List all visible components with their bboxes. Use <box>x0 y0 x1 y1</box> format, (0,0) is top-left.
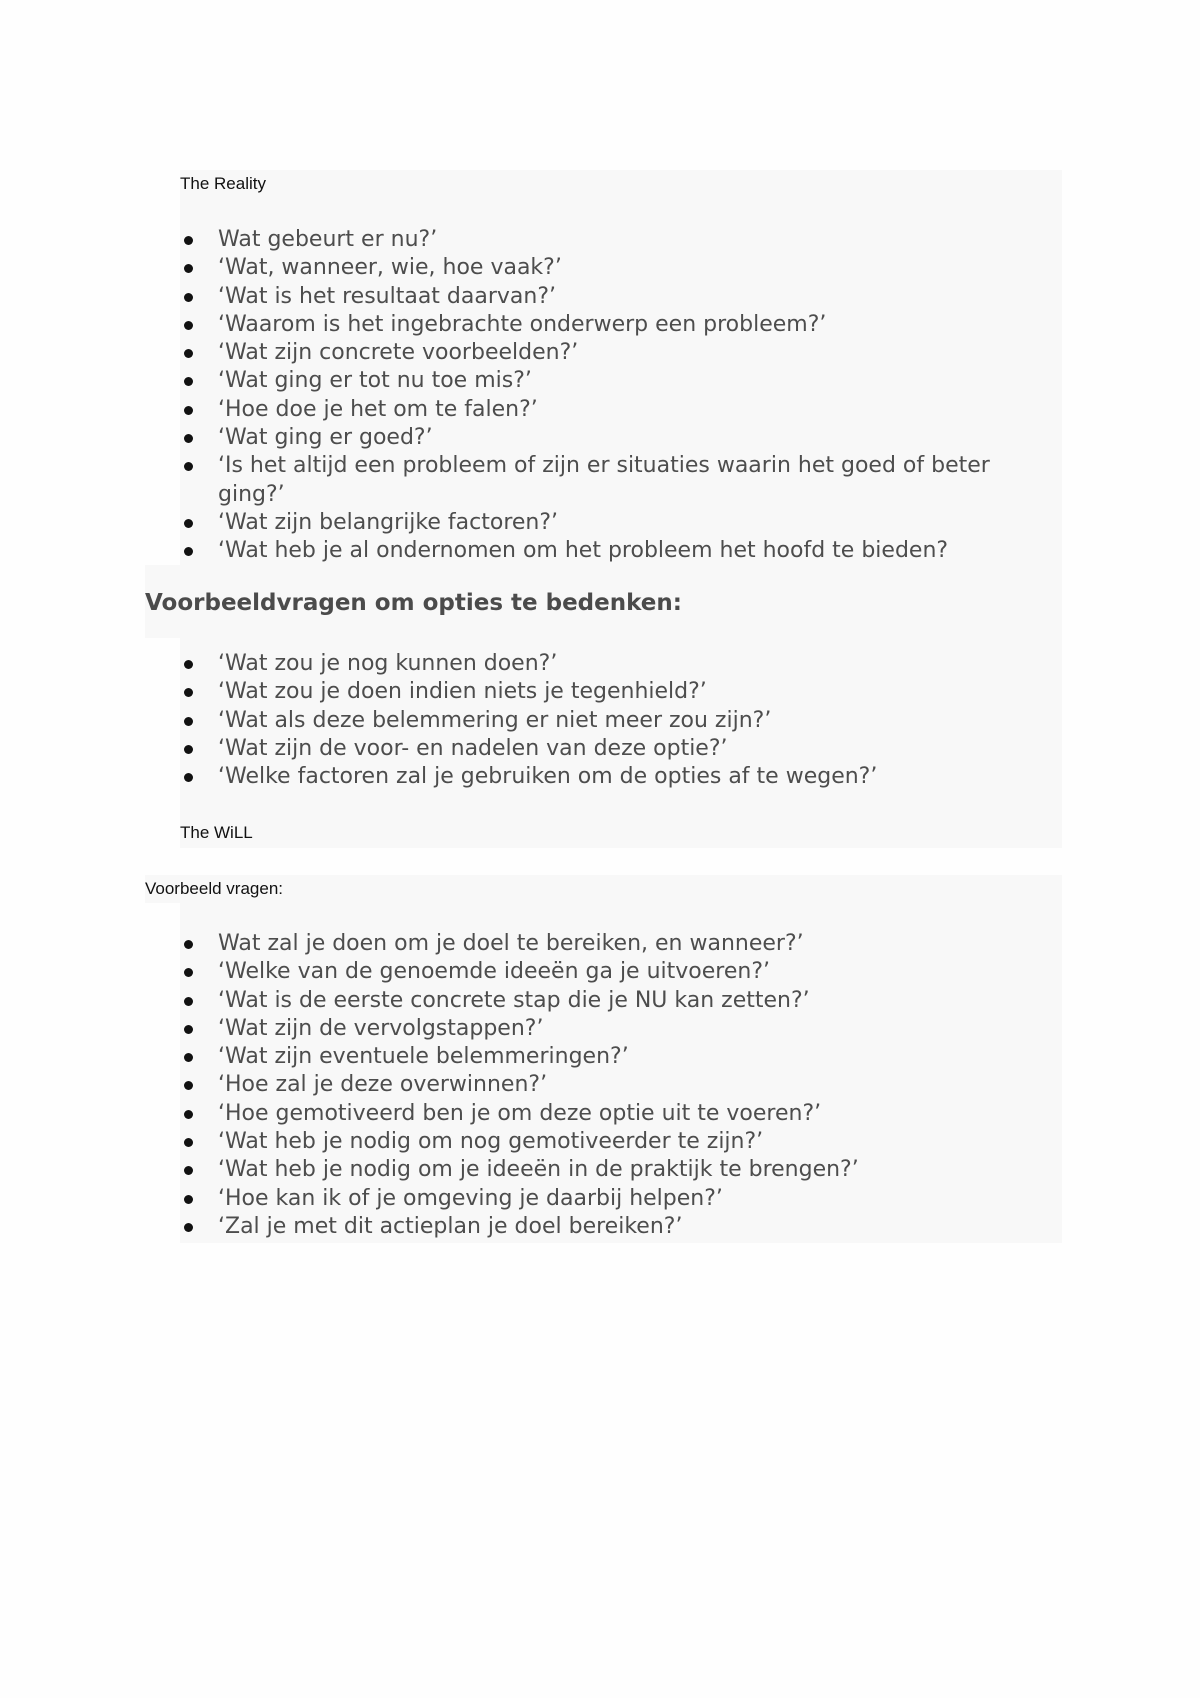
bullet-icon <box>184 1110 193 1119</box>
list-item <box>180 763 1060 791</box>
list-item-text: ‘Wat zou je nog kunnen doen?’ <box>218 651 558 676</box>
list-item <box>180 1071 1060 1099</box>
list-item-text: ‘Wat heb je al ondernomen om het probleem het hoofd te bieden? <box>218 538 949 564</box>
list-item-text: ‘Wat ging er tot nu toe mis?’ <box>218 368 532 394</box>
bullet-icon <box>184 940 193 949</box>
bullet-icon <box>184 1025 193 1034</box>
list-item <box>180 396 1060 424</box>
bullet-icon <box>184 1166 193 1175</box>
list-item-text: ‘Is het altijd een probleem of zijn er situaties waarin het goed of beter ging?’ <box>218 453 990 507</box>
bullet-icon <box>184 968 193 977</box>
list-item-text: ‘Wat, wanneer, wie, hoe vaak?’ <box>218 255 562 281</box>
bullet-icon <box>184 660 193 669</box>
list-item-text: ‘Wat zijn de vervolgstappen?’ <box>218 1015 544 1041</box>
list-item-text: ‘Wat is het resultaat daarvan?’ <box>218 283 557 309</box>
list-item-text: ‘Hoe gemotiveerd ben je om deze optie uit te voeren?’ <box>218 1100 822 1126</box>
list-item-text: ‘Wat zijn concrete voorbeelden?’ <box>218 340 579 366</box>
list-item-text: ‘Hoe zal je deze overwinnen?’ <box>218 1072 548 1098</box>
list-item-text: ‘Zal je met dit actieplan je doel bereiken?’ <box>218 1213 683 1239</box>
bullet-icon <box>184 293 193 302</box>
list-item <box>180 283 1060 311</box>
list-item-text: ‘Hoe kan ik of je omgeving je daarbij helpen?’ <box>218 1185 723 1211</box>
will-title: The WiLL <box>180 823 253 842</box>
list-item-text: ‘Wat zijn eventuele belemmeringen?’ <box>218 1044 629 1070</box>
list-item <box>180 424 1060 452</box>
list-item <box>180 226 1060 254</box>
list-item <box>180 311 1060 339</box>
bullet-icon <box>184 1223 193 1232</box>
list-item <box>180 958 1060 986</box>
bullet-icon <box>184 1195 193 1204</box>
list-item <box>180 930 1060 958</box>
list-item-text: ‘Wat heb je nodig om je ideeën in de praktijk te brengen?’ <box>218 1157 859 1183</box>
list-item-text: ‘Waarom is het ingebrachte onderwerp een probleem?’ <box>218 311 827 337</box>
list-item-text: ‘Wat zou je doen indien niets je tegenhield?’ <box>218 679 707 705</box>
list-item <box>180 1185 1060 1213</box>
list-item <box>180 678 1060 706</box>
list-item <box>180 707 1060 735</box>
list-item <box>180 339 1060 367</box>
bullet-icon <box>184 236 193 245</box>
list-item <box>180 650 1060 678</box>
bullet-icon <box>184 434 193 443</box>
list-item <box>180 735 1060 763</box>
list-item-text: Wat zal je doen om je doel te bereiken, en wanneer?’ <box>218 931 804 956</box>
bullet-icon <box>184 264 193 273</box>
list-item <box>180 254 1060 282</box>
bullet-icon <box>184 406 193 415</box>
list-item <box>180 1100 1060 1128</box>
list-item-text: ‘Wat heb je nodig om nog gemotiveerder te zijn?’ <box>218 1129 764 1155</box>
bullet-icon <box>184 1081 193 1090</box>
list-item-text: ‘Welke van de genoemde ideeën ga je uitvoeren?’ <box>218 959 770 985</box>
list-item-text: ‘Hoe doe je het om te falen?’ <box>218 396 538 422</box>
list-item <box>180 1015 1060 1043</box>
list-item-text: ‘Wat als deze belemmering er niet meer zou zijn?’ <box>218 707 772 733</box>
options-heading: Voorbeeldvragen om opties te bedenken: <box>145 590 682 616</box>
list-item <box>180 452 1060 509</box>
list-item-text: Wat gebeurt er nu?’ <box>218 227 438 252</box>
list-item <box>180 1043 1060 1071</box>
bullet-icon <box>184 519 193 528</box>
bullet-icon <box>184 1053 193 1062</box>
list-item <box>180 537 1060 565</box>
list-item <box>180 1213 1060 1241</box>
reality-question-list <box>180 226 1060 566</box>
list-item-text: ‘Wat is de eerste concrete stap die je NU kan zetten?’ <box>218 987 810 1013</box>
bullet-icon <box>184 349 193 358</box>
will-question-list <box>180 930 1060 1241</box>
bullet-icon <box>184 462 193 471</box>
bullet-icon <box>184 377 193 386</box>
will-subtitle: Voorbeeld vragen: <box>145 879 283 898</box>
list-item <box>180 1128 1060 1156</box>
list-item-text: ‘Wat zijn belangrijke factoren?’ <box>218 509 559 535</box>
bullet-icon <box>184 745 193 754</box>
bullet-icon <box>184 547 193 556</box>
bullet-icon <box>184 717 193 726</box>
reality-title: The Reality <box>180 174 266 193</box>
bullet-icon <box>184 997 193 1006</box>
list-item-text: ‘Wat zijn de voor- en nadelen van deze optie?’ <box>218 735 728 761</box>
bullet-icon <box>184 1138 193 1147</box>
options-question-list <box>180 650 1060 791</box>
bullet-icon <box>184 688 193 697</box>
list-item <box>180 367 1060 395</box>
list-item-text: ‘Welke factoren zal je gebruiken om de opties af te wegen?’ <box>218 764 878 790</box>
list-item-text: ‘Wat ging er goed?’ <box>218 425 433 451</box>
list-item <box>180 1156 1060 1184</box>
bullet-icon <box>184 773 193 782</box>
bullet-icon <box>184 321 193 330</box>
list-item <box>180 987 1060 1015</box>
list-item <box>180 509 1060 537</box>
